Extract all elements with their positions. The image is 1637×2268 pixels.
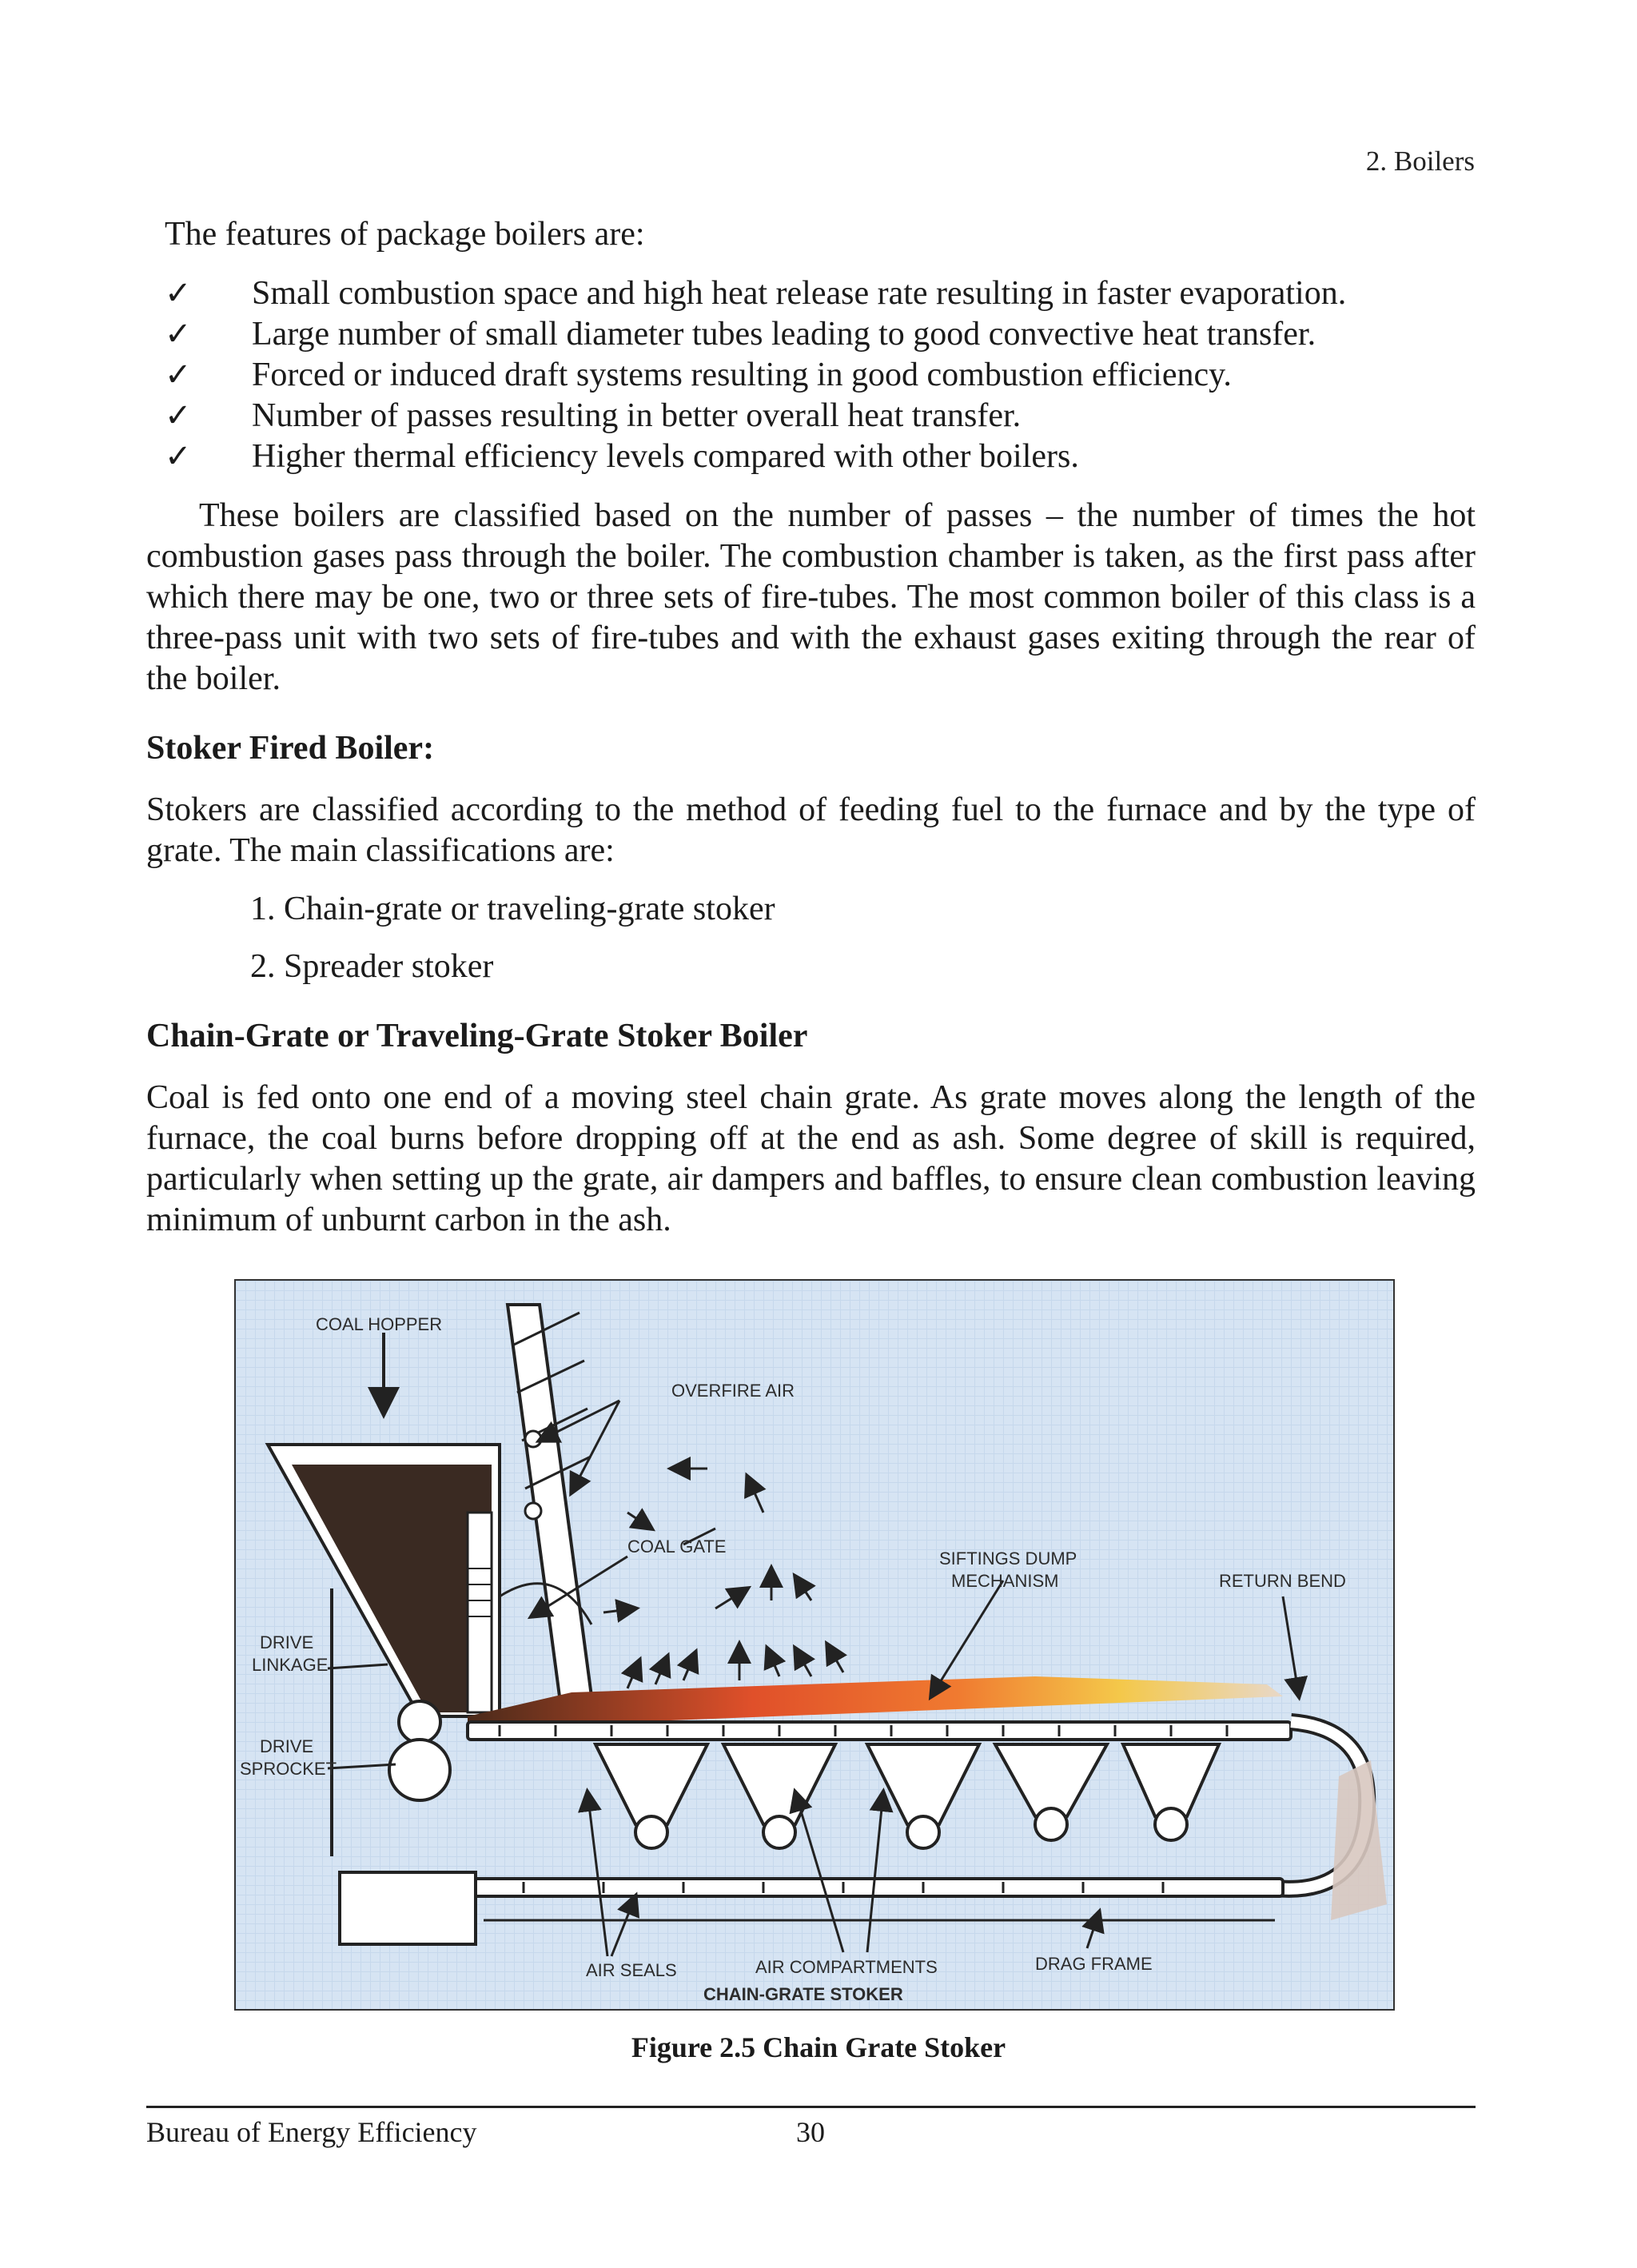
list-item — [165, 436, 1476, 477]
label-drive-sprocket-2: SPROCKET — [240, 1759, 337, 1779]
label-drive-linkage-2: LINKAGE — [252, 1655, 329, 1675]
label-overfire-air: OVERFIRE AIR — [671, 1381, 795, 1401]
label-return-bend: RETURN BEND — [1219, 1571, 1346, 1591]
feature-text: Number of passes resulting in better overall heat transfer. — [252, 397, 1022, 434]
label-drive-sprocket-1: DRIVE — [260, 1736, 314, 1756]
stoker-heading: Stoker Fired Boiler: — [146, 730, 435, 767]
figure-caption: Figure 2.5 Chain Grate Stoker — [631, 2031, 1006, 2063]
footer-organization: Bureau of Energy Efficiency — [146, 2116, 477, 2148]
grate-upper-run — [468, 1722, 1291, 1740]
label-coal-gate: COAL GATE — [627, 1537, 727, 1557]
check-icon: ✓ — [165, 275, 192, 312]
check-icon: ✓ — [165, 438, 192, 475]
features-intro: The features of package boilers are: — [165, 216, 645, 253]
chain-grate-paragraph: Coal is fed onto one end of a moving steel chain grate. As grate moves along the length of the furnace, the coal burns before dropping off at the end as ash. Some degree of skill is required, particularly when setting up the grate, air dampers and baffles, to ensure clean combustion leaving minimum of unburnt carbon in the ash. — [146, 1079, 1476, 1238]
footer-divider — [146, 2106, 1476, 2108]
list-item — [165, 314, 1476, 355]
furnace-front-wall — [508, 1305, 591, 1696]
feature-text: Large number of small diameter tubes leading to good convective heat transfer. — [252, 316, 1316, 353]
classifications-list — [250, 889, 775, 1004]
figure-title: CHAIN-GRATE STOKER — [703, 1984, 903, 2004]
chain-grate-stoker-figure — [234, 1279, 1395, 2011]
chain-grate-heading: Chain-Grate or Traveling-Grate Stoker Boiler — [146, 1018, 808, 1054]
passes-paragraph: These boilers are classified based on the number of passes – the number of times the hot combustion gases pass through the boiler. The combustion chamber is taken, as the first pass after which there may be one, two or three sets of fire-tubes. The most common boiler of this class is a three-pass unit with two sets of fire-tubes and with the exhaust gases exiting through the rear of the boiler. — [146, 497, 1476, 697]
air-flow-arrows — [603, 1469, 843, 1688]
features-list — [165, 273, 1476, 477]
check-icon: ✓ — [165, 357, 192, 393]
running-header: 2. Boilers — [1365, 145, 1475, 177]
label-drag-frame: DRAG FRAME — [1035, 1954, 1153, 1974]
list-item — [165, 273, 1476, 314]
coal-hopper — [268, 1445, 500, 1716]
check-icon: ✓ — [165, 316, 192, 353]
feature-text: Higher thermal efficiency levels compared with other boilers. — [252, 438, 1079, 475]
list-item — [165, 396, 1476, 436]
label-drive-linkage-1: DRIVE — [260, 1632, 314, 1652]
label-air-seals: AIR SEALS — [586, 1960, 677, 1980]
stoker-diagram — [236, 1281, 1395, 2011]
label-air-compartments: AIR COMPARTMENTS — [755, 1957, 938, 1977]
ash-fall — [1331, 1760, 1387, 1920]
air-compartments — [595, 1744, 1219, 1848]
feature-text: Forced or induced draft systems resulting in good combustion efficiency. — [252, 357, 1232, 393]
feature-text: Small combustion space and high heat release rate resulting in faster evaporation. — [252, 275, 1347, 312]
list-item: 1. Chain-grate or traveling-grate stoker — [250, 891, 775, 927]
stoker-paragraph: Stokers are classified according to the method of feeding fuel to the furnace and by the type of grate. The main classifications are: — [146, 791, 1476, 869]
page-number: 30 — [796, 2116, 825, 2148]
label-siftings-mechanism: MECHANISM — [951, 1571, 1059, 1591]
label-siftings-dump: SIFTINGS DUMP — [939, 1549, 1077, 1568]
label-coal-hopper: COAL HOPPER — [316, 1314, 443, 1334]
list-item — [165, 355, 1476, 396]
list-item: 2. Spreader stoker — [250, 948, 494, 985]
check-icon: ✓ — [165, 397, 192, 434]
